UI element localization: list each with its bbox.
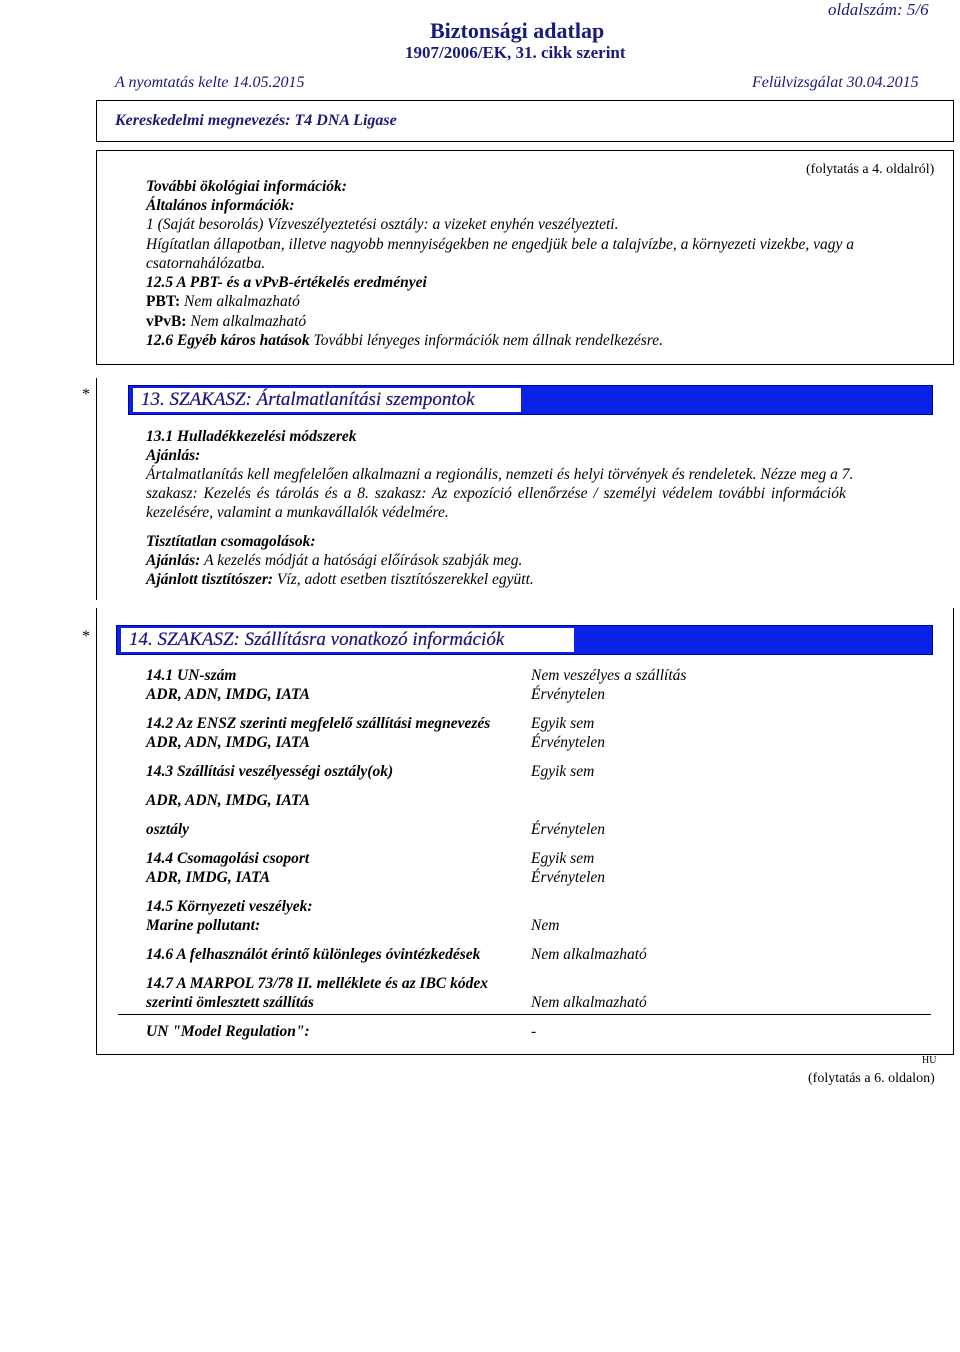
- transport-row-label: 14.7 A MARPOL 73/78 II. melléklete és az IBC kódex: [146, 975, 488, 992]
- recommendation-line3: kezelésére, valamint a munkavállalók védelmére.: [146, 504, 449, 521]
- section-14-separator: [118, 1014, 931, 1015]
- transport-row-value: Nem alkalmazható: [531, 994, 647, 1011]
- vpvb-row: [146, 313, 306, 331]
- transport-row-label: 14.6 A felhasználót érintő különleges óvintézkedések: [146, 946, 481, 963]
- section-13-heading-bar: [128, 385, 933, 415]
- vpvb-label: vPvB:: [146, 313, 187, 330]
- regulation-reference: 1907/2006/EK, 31. cikk szerint: [405, 43, 626, 62]
- transport-row-label: ADR, ADN, IMDG, IATA: [146, 792, 310, 809]
- section-13-title: 13. SZAKASZ: Ártalmatlanítási szempontok: [133, 388, 521, 412]
- continued-from-note: (folytatás a 4. oldalról): [806, 162, 935, 177]
- transport-row-label: ADR, IMDG, IATA: [146, 869, 271, 886]
- section-14-heading-bar: [116, 625, 933, 655]
- pbt-assessment-heading: 12.5 A PBT- és a vPvB-értékelés eredményei: [146, 274, 427, 291]
- recommendation-line1: Ártalmatlanítás kell megfelelően alkalmazni a regionális, nemzeti és helyi törvények és rendeletek. Nézze meg a 7.: [146, 466, 854, 483]
- transport-row-value: Egyik sem: [531, 763, 595, 780]
- pbt-value: Nem alkalmazható: [184, 293, 300, 310]
- water-hazard-text: 1 (Saját besorolás) Vízveszélyeztetési osztály: a vizeket enyhén veszélyezteti.: [146, 216, 619, 233]
- recommendation-label: Ajánlás:: [146, 447, 201, 464]
- general-info-title: Általános információk:: [146, 197, 295, 214]
- transport-row-label: ADR, ADN, IMDG, IATA: [146, 686, 310, 703]
- other-effects-value: További lényeges információk nem állnak rendelkezésre.: [313, 332, 664, 349]
- section-13-change-marker: *: [82, 386, 90, 403]
- cleaner-value: Víz, adott esetben tisztítószerekkel együtt.: [276, 571, 534, 588]
- pbt-row: [146, 293, 300, 311]
- waste-methods-heading: 13.1 Hulladékkezelési módszerek: [146, 428, 357, 445]
- cleaner-label: Ajánlott tisztítószer:: [146, 571, 274, 588]
- print-date: A nyomtatás kelte 14.05.2015: [115, 74, 305, 91]
- transport-row-label: osztály: [146, 821, 190, 838]
- vpvb-value: Nem alkalmazható: [190, 313, 307, 330]
- revision-date: Felülvizsgálat 30.04.2015: [752, 74, 919, 91]
- transport-row-value: Egyik sem: [531, 715, 595, 732]
- eco-info-title: További ökológiai információk:: [146, 178, 347, 195]
- transport-row-value: Érvénytelen: [531, 869, 606, 886]
- transport-row-label: szerinti ömlesztett szállítás: [146, 994, 314, 1011]
- document-title: Biztonsági adatlap: [430, 18, 605, 43]
- transport-row-value: Nem veszélyes a szállítás: [531, 667, 687, 684]
- transport-row-value: Érvénytelen: [531, 686, 606, 703]
- transport-row-value: Érvénytelen: [531, 734, 606, 751]
- recommendation-line2: szakasz: Kezelés és tárolás és a 8. szakasz: Az expozíció ellenőrzése / személyi védelem további információk: [146, 485, 846, 502]
- product-name: Kereskedelmi megnevezés: T4 DNA Ligase: [115, 112, 397, 129]
- continued-on-note: (folytatás a 6. oldalon): [808, 1071, 935, 1086]
- transport-row-label: Marine pollutant:: [146, 917, 261, 934]
- undiluted-text-line2: csatornahálózatba.: [146, 255, 266, 272]
- transport-row-value: Nem alkalmazható: [531, 946, 647, 963]
- undiluted-text-line1: Hígítatlan állapotban, illetve nagyobb mennyiségekben ne engedjük bele a talajvízbe, a környezeti vizekbe, vagy a: [146, 236, 855, 253]
- cleaner-row: [146, 571, 534, 589]
- transport-row-value: Érvénytelen: [531, 821, 606, 838]
- transport-row-label: 14.2 Az ENSZ szerinti megfelelő szállítási megnevezés: [146, 715, 491, 732]
- transport-row-value: Nem: [531, 917, 560, 934]
- section-14-title: 14. SZAKASZ: Szállításra vonatkozó információk: [121, 628, 574, 652]
- product-name-box: [96, 100, 954, 142]
- language-code: HU: [922, 1055, 937, 1066]
- pbt-label: PBT:: [146, 293, 181, 310]
- transport-row-label: ADR, ADN, IMDG, IATA: [146, 734, 310, 751]
- transport-row-value: Egyik sem: [531, 850, 595, 867]
- packaging-recommendation-label: Ajánlás:: [146, 552, 201, 569]
- transport-row-label: 14.4 Csomagolási csoport: [146, 850, 310, 867]
- transport-row-label: 14.1 UN-szám: [146, 667, 237, 684]
- page-number: oldalszám: 5/6: [828, 0, 929, 19]
- transport-row-label: 14.3 Szállítási veszélyességi osztály(ok): [146, 763, 394, 780]
- packaging-recommendation-value: A kezelés módját a hatósági előírások szabják meg.: [204, 552, 523, 569]
- other-effects-label: 12.6 Egyéb káros hatások: [146, 332, 310, 349]
- transport-row-label: 14.5 Környezeti veszélyek:: [146, 898, 313, 915]
- transport-row-value: -: [531, 1023, 537, 1040]
- packaging-recommendation-row: [146, 552, 522, 570]
- section-14-change-marker: *: [82, 628, 90, 645]
- other-effects-row: [146, 332, 663, 350]
- transport-row-label: UN "Model Regulation":: [146, 1023, 310, 1040]
- unclean-packaging-heading: Tisztítatlan csomagolások:: [146, 533, 316, 550]
